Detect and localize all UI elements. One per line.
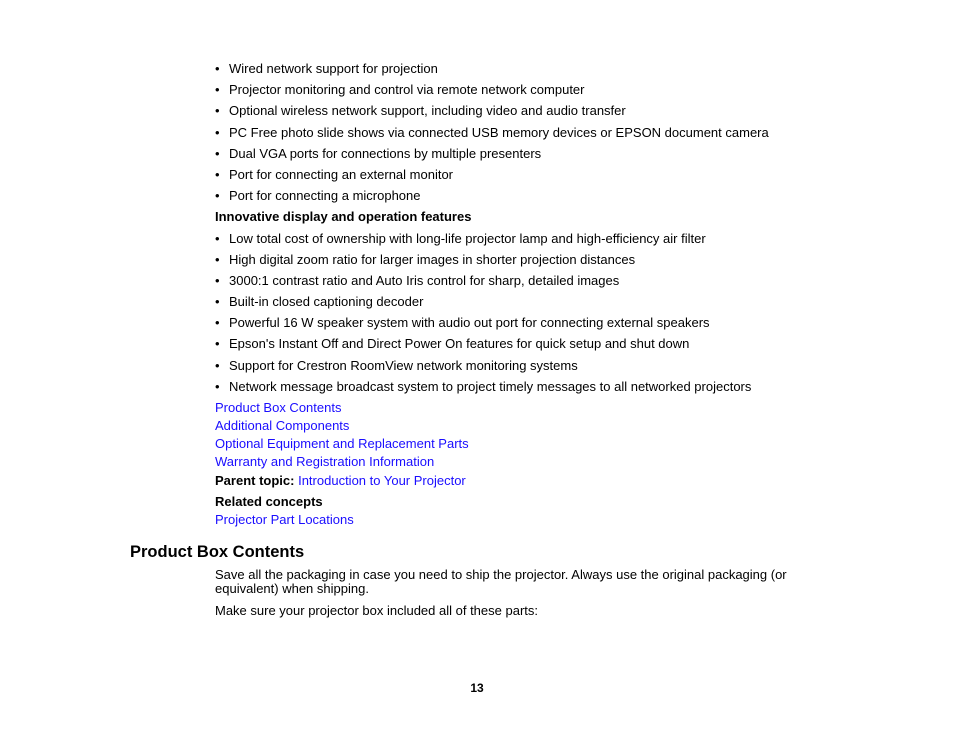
bullet-icon: • bbox=[215, 378, 220, 394]
content-column bbox=[215, 61, 855, 528]
bullet-icon: • bbox=[215, 336, 220, 352]
list-item-text: Powerful 16 W speaker system with audio out port for connecting external speakers bbox=[229, 315, 710, 331]
bullet-icon: • bbox=[215, 251, 220, 267]
list-item-text: Port for connecting an external monitor bbox=[229, 166, 454, 182]
list-item bbox=[215, 103, 855, 119]
bullet-icon: • bbox=[215, 357, 220, 373]
related-concepts-heading: Related concepts bbox=[215, 494, 323, 509]
bullet-icon: • bbox=[215, 61, 220, 76]
list-item bbox=[215, 231, 855, 247]
bullet-icon: • bbox=[215, 315, 220, 331]
link-product-box-contents[interactable]: Product Box Contents bbox=[215, 400, 342, 415]
list-item-text: Support for Crestron RoomView network monitoring systems bbox=[229, 357, 578, 373]
section-paragraph: Make sure your projector box included all of these parts: bbox=[215, 603, 539, 618]
parent-topic-label: Parent topic: bbox=[215, 473, 295, 488]
parent-topic bbox=[215, 473, 855, 489]
bullet-icon: • bbox=[215, 82, 220, 98]
list-item bbox=[215, 358, 855, 374]
bullet-icon: • bbox=[215, 294, 220, 310]
bullet-icon: • bbox=[215, 103, 220, 119]
link-additional-components[interactable]: Additional Components bbox=[215, 418, 350, 433]
section-body bbox=[215, 568, 815, 626]
bullet-icon: • bbox=[215, 145, 220, 161]
network-features-list bbox=[215, 61, 855, 204]
list-item-text: Low total cost of ownership with long-life projector lamp and high-efficiency air filter bbox=[229, 230, 706, 246]
link-projector-part-locations[interactable]: Projector Part Locations bbox=[215, 512, 354, 527]
list-item bbox=[215, 252, 855, 268]
list-item bbox=[215, 188, 855, 204]
list-item-text: Port for connecting a microphone bbox=[229, 188, 421, 204]
list-item-text: High digital zoom ratio for larger images in shorter projection distances bbox=[229, 251, 636, 267]
page-number: 13 bbox=[470, 681, 484, 695]
bullet-icon: • bbox=[215, 124, 220, 140]
link-warranty-registration[interactable]: Warranty and Registration Information bbox=[215, 454, 435, 469]
list-item-text: Epson's Instant Off and Direct Power On features for quick setup and shut down bbox=[229, 336, 690, 352]
list-item-text: Network message broadcast system to project timely messages to all networked projectors bbox=[229, 378, 752, 394]
features-subheading: Innovative display and operation features bbox=[215, 209, 472, 225]
bullet-icon: • bbox=[215, 230, 220, 246]
list-item bbox=[215, 315, 855, 331]
list-item-text: PC Free photo slide shows via connected USB memory devices or EPSON document camera bbox=[229, 124, 769, 140]
list-item-text: Projector monitoring and control via remote network computer bbox=[229, 82, 585, 98]
link-parent-topic[interactable]: Introduction to Your Projector bbox=[298, 473, 466, 488]
list-item bbox=[215, 336, 855, 352]
list-item bbox=[215, 125, 855, 141]
list-item bbox=[215, 273, 855, 289]
bullet-icon: • bbox=[215, 272, 220, 288]
display-features-list bbox=[215, 231, 855, 395]
list-item bbox=[215, 61, 855, 77]
list-item-text: Dual VGA ports for connections by multiple presenters bbox=[229, 145, 542, 161]
list-item bbox=[215, 294, 855, 310]
section-paragraph: Save all the packaging in case you need to ship the projector. Always use the original packaging (or equivalent) when shipping. bbox=[215, 567, 787, 596]
list-item bbox=[215, 379, 855, 395]
list-item bbox=[215, 146, 855, 162]
bullet-icon: • bbox=[215, 166, 220, 182]
list-item bbox=[215, 82, 855, 98]
list-item-text: Wired network support for projection bbox=[229, 61, 438, 76]
bullet-icon: • bbox=[215, 188, 220, 204]
topic-links bbox=[215, 400, 855, 470]
list-item-text: 3000:1 contrast ratio and Auto Iris control for sharp, detailed images bbox=[229, 272, 620, 288]
section-title: Product Box Contents bbox=[130, 543, 305, 561]
list-item bbox=[215, 167, 855, 183]
link-optional-equipment[interactable]: Optional Equipment and Replacement Parts bbox=[215, 436, 469, 451]
list-item-text: Optional wireless network support, including video and audio transfer bbox=[229, 103, 626, 119]
list-item-text: Built-in closed captioning decoder bbox=[229, 294, 424, 310]
